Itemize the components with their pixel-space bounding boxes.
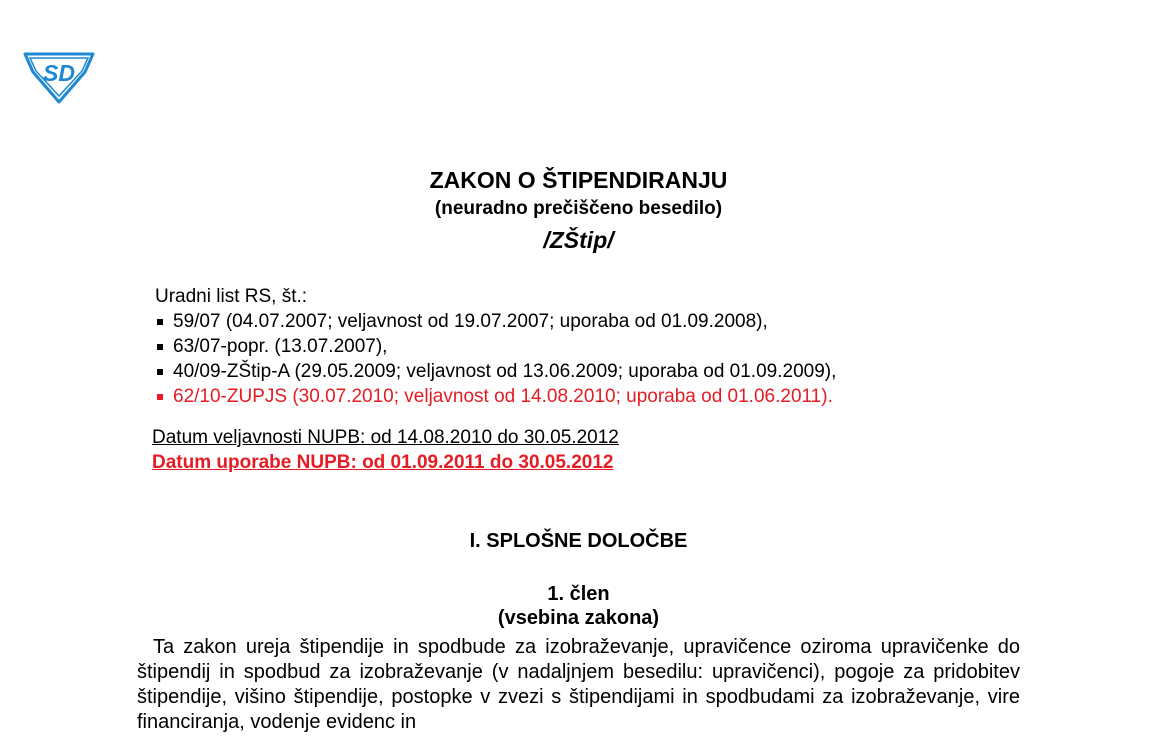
gazette-entry-text: 62/10-ZUPJS (30.07.2010; veljavnost od 14.08.2010; uporaba od 01.06.2011). <box>173 386 833 407</box>
law-title: ZAKON O ŠTIPENDIRANJU <box>429 167 728 193</box>
bullet-icon <box>157 394 163 400</box>
application-date: Datum uporabe NUPB: od 01.09.2011 do 30.05.2012 <box>152 452 614 473</box>
svg-text:SD: SD <box>43 60 75 86</box>
gazette-entry-text: 59/07 (04.07.2007; veljavnost od 19.07.2007; uporaba od 01.09.2008), <box>173 311 768 332</box>
gazette-entry-text: 40/09-ZŠtip-A (29.05.2009; veljavnost od 13.06.2009; uporaba od 01.09.2009), <box>173 361 837 382</box>
article-body: Ta zakon ureja štipendije in spodbude za izobraževanje, upravičence oziroma upravičenke do štipendij in spodbud za izobraževanje (v nadaljnjem besedilu: upravičenci), pogoje za pridobitev štipendije, višino štipendije, postopke v zvezi s štipendijami in spodbudami za izobraževanje, vire financiranja, vodenje evidenc in <box>137 636 1020 733</box>
gazette-entry <box>155 359 836 384</box>
gazette-entry-latest <box>155 384 836 409</box>
bullet-icon <box>157 369 163 375</box>
gazette-entry <box>155 309 836 334</box>
sd-shield-logo-icon <box>22 50 96 104</box>
article-title: (vsebina zakona) <box>497 607 660 629</box>
validity-dates <box>152 425 619 475</box>
gazette-references <box>155 284 836 409</box>
law-subtitle: (neuradno prečiščeno besedilo) <box>434 198 723 219</box>
bullet-icon <box>157 319 163 325</box>
gazette-entry-text: 63/07-popr. (13.07.2007), <box>173 336 388 357</box>
validity-date: Datum veljavnosti NUPB: od 14.08.2010 do 30.05.2012 <box>152 427 619 448</box>
gazette-heading: Uradni list RS, št.: <box>155 286 308 307</box>
article-number: 1. člen <box>547 583 610 605</box>
section-heading: I. SPLOŠNE DOLOČBE <box>469 530 688 552</box>
gazette-entry <box>155 334 836 359</box>
law-abbreviation: /ZŠtip/ <box>543 227 614 253</box>
gazette-list <box>155 309 836 409</box>
bullet-icon <box>157 344 163 350</box>
